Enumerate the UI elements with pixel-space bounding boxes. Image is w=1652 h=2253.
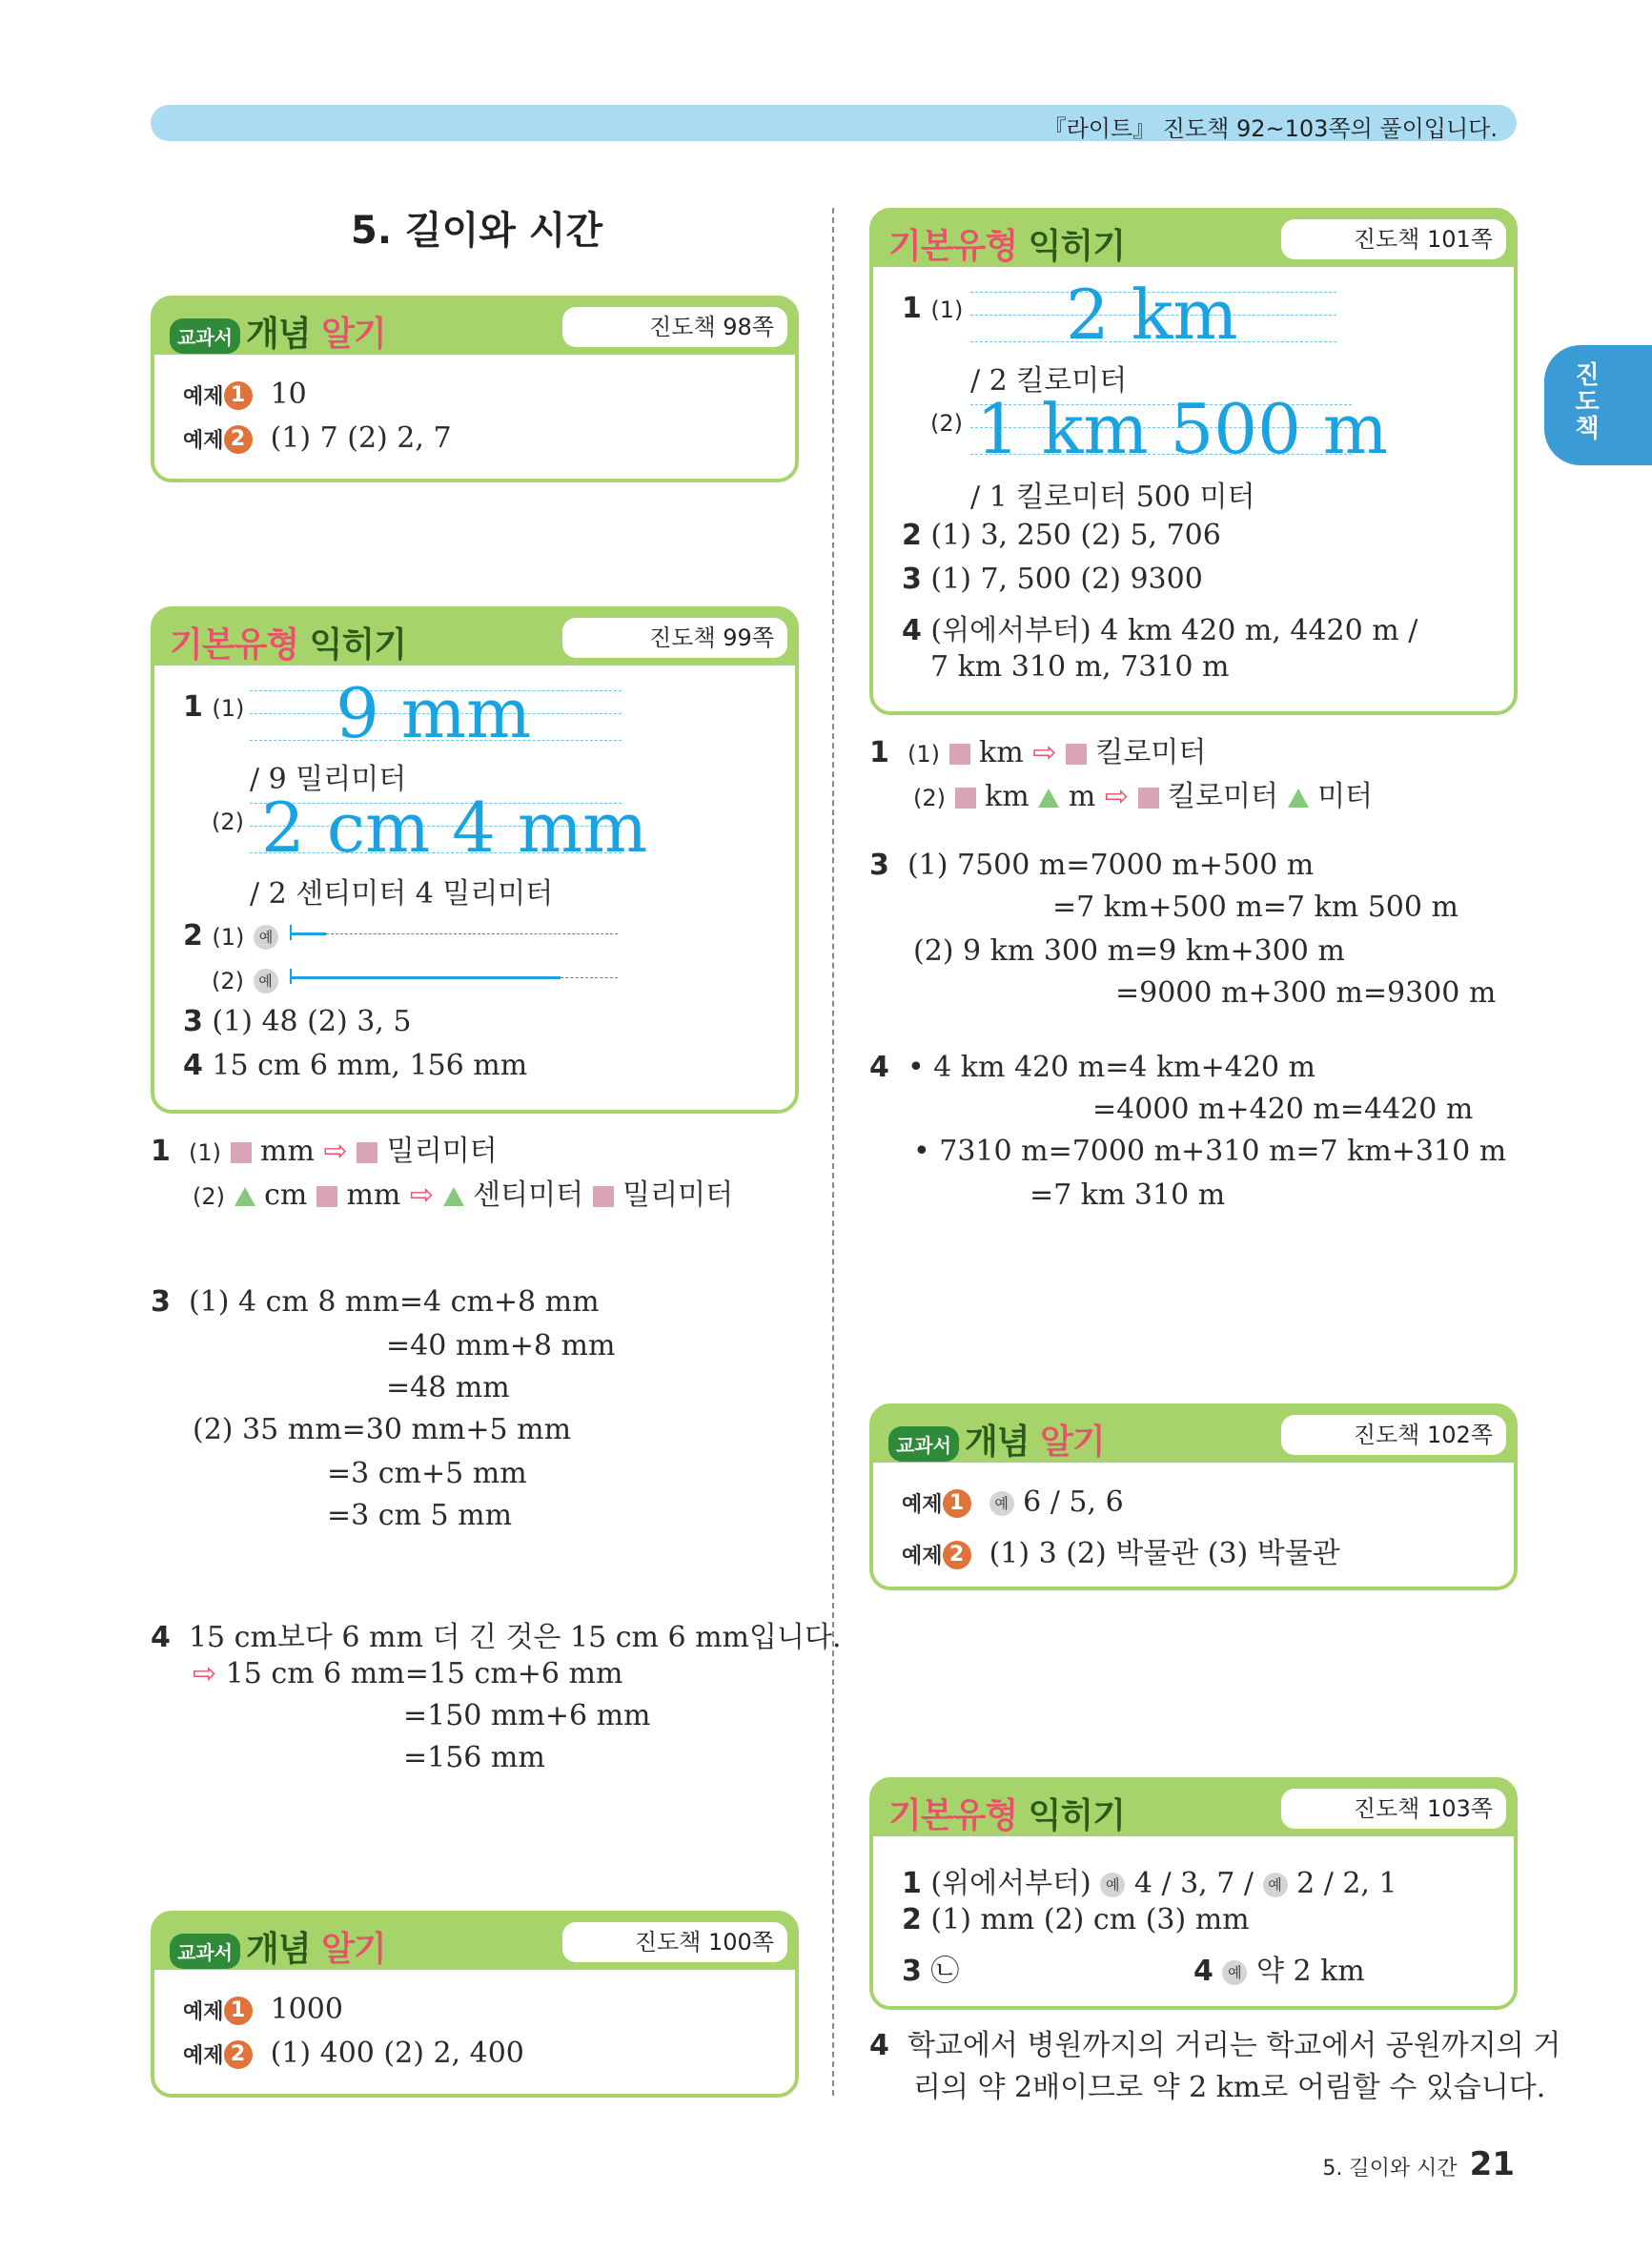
q1: 1 (위에서부터) 예 4 / 3, 7 / 예 2 / 2, 1 bbox=[902, 1867, 1397, 1900]
rsol3-step: =7 km+500 m=7 km 500 m bbox=[1052, 891, 1458, 924]
basic-box-101: 기본유형 익히기 진도책 101쪽 1 (1) 2 km / 2 킬로미터 (2) 1 km 500 m / 1 킬로미터 500 미터 2 (1) 3, 250 (2) 5, 706 3 (1) 7, 500 (2) 9300 4 (위에서부터) 4 km 420 m, 4420 m / 7 km 310 m, 7310 m bbox=[869, 208, 1518, 715]
box-header bbox=[873, 1781, 1514, 1836]
rsol1-1: 1 (1) km ⇨ 킬로미터 bbox=[869, 736, 1207, 769]
q1-1-answer: 9 mm bbox=[336, 673, 532, 753]
column-divider bbox=[832, 208, 834, 2096]
rsol1-2: (2) km m ⇨ 킬로미터 미터 bbox=[913, 780, 1374, 813]
q1-2-answer: 2 cm 4 mm bbox=[261, 788, 648, 868]
q1-2-reading: / 2 센티미터 4 밀리미터 bbox=[250, 877, 554, 911]
example-1: 예제 1 예 6 / 5, 6 bbox=[902, 1485, 1124, 1519]
q3: 3 (1) 7, 500 (2) 9300 bbox=[902, 563, 1203, 596]
banner-text: 『라이트』 진도책 92~103쪽의 풀이입니다. bbox=[1043, 115, 1498, 142]
q3: 3 ㉡ bbox=[902, 1955, 960, 1988]
concept-box-102 bbox=[869, 1403, 1518, 1590]
top-banner bbox=[151, 105, 1517, 141]
page-ref: 진도책 101쪽 bbox=[1281, 219, 1506, 259]
sol4-2: ⇨ 15 cm 6 mm=15 cm+6 mm bbox=[193, 1657, 623, 1690]
q1-number: 1 (1) bbox=[902, 292, 964, 325]
box-header bbox=[873, 1407, 1514, 1463]
box-title: 교과서 개념 알기 bbox=[170, 1922, 386, 1971]
example-2: 예제 2 (1) 3 (2) 박물관 (3) 박물관 bbox=[902, 1537, 1340, 1570]
q1-2-reading: / 1 킬로미터 500 미터 bbox=[970, 481, 1255, 514]
basic-box-103 bbox=[869, 1777, 1518, 2010]
footer bbox=[1322, 2145, 1515, 2183]
rsol3-step: =9000 m+300 m=9300 m bbox=[1115, 976, 1497, 1010]
q4: 4 예 약 2 km bbox=[1193, 1955, 1365, 1988]
q1-1-reading: / 9 밀리미터 bbox=[250, 763, 407, 796]
box-title: 교과서 개념 알기 bbox=[888, 1415, 1105, 1464]
q4: 4 (위에서부터) 4 km 420 m, 4420 m / bbox=[902, 614, 1418, 647]
sol3-2: (2) 35 mm=30 mm+5 mm bbox=[193, 1413, 572, 1446]
sol3-step: =3 cm 5 mm bbox=[327, 1499, 513, 1532]
side-tab bbox=[1544, 345, 1652, 465]
q3: 3 (1) 48 (2) 3, 5 bbox=[183, 1005, 412, 1038]
basic-box-99: 기본유형 익히기 진도책 99쪽 1 (1) 9 mm / 9 밀리미터 (2) 2 cm 4 mm / 2 센티미터 4 밀리미터 2 (1) 예 (2) 예 3 (1) 48 (2) 3, 5 4 15 cm 6 mm, 156 mm bbox=[151, 606, 799, 1114]
sol1-2: (2) cm mm ⇨ 센티미터 밀리미터 bbox=[193, 1178, 734, 1212]
example-1: 예제 1 1000 bbox=[183, 1993, 343, 2026]
q2-1: 2 (1) 예 bbox=[183, 919, 278, 952]
concept-box-98 bbox=[151, 296, 799, 482]
sol3-1: 3 (1) 4 cm 8 mm=4 cm+8 mm bbox=[151, 1285, 600, 1319]
box-title: 교과서 개념 알기 bbox=[170, 307, 386, 356]
q2-2: (2) 예 bbox=[212, 963, 278, 996]
q2: 2 (1) 3, 250 (2) 5, 706 bbox=[902, 519, 1221, 552]
page-ref: 진도책 99쪽 bbox=[562, 618, 787, 658]
rsol3-2: (2) 9 km 300 m=9 km+300 m bbox=[913, 934, 1345, 968]
q1-number: 1 (1) bbox=[183, 690, 245, 724]
footer-chapter: 5. 길이와 시간 bbox=[1322, 2157, 1458, 2181]
sol4-step: =156 mm bbox=[403, 1741, 545, 1774]
page-ref: 진도책 102쪽 bbox=[1281, 1415, 1506, 1455]
sol1-1: 1 (1) mm ⇨ 밀리미터 bbox=[151, 1135, 498, 1168]
q1-1-reading: / 2 킬로미터 bbox=[970, 364, 1128, 398]
sol4-1: 4 15 cm보다 6 mm 더 긴 것은 15 cm 6 mm입니다. bbox=[151, 1621, 842, 1654]
rsol4-1: 4 • 4 km 420 m=4 km+420 m bbox=[869, 1051, 1315, 1084]
box-header bbox=[154, 299, 795, 355]
rsol4-step: =7 km 310 m bbox=[1030, 1178, 1226, 1212]
box-title: 기본유형 익히기 bbox=[170, 625, 406, 665]
box-title: 기본유형 익히기 bbox=[888, 1796, 1125, 1835]
page-ref: 진도책 100쪽 bbox=[562, 1922, 787, 1962]
concept-box-100 bbox=[151, 1911, 799, 2098]
rsol4-2: • 7310 m=7000 m+310 m=7 km+310 m bbox=[913, 1135, 1507, 1168]
q1-2-answer: 1 km 500 m bbox=[976, 389, 1389, 469]
example-1: 예제 1 10 bbox=[183, 378, 307, 411]
page-ref: 진도책 103쪽 bbox=[1281, 1789, 1506, 1829]
rsol-last: 4 학교에서 병원까지의 거리는 학교에서 공원까지의 거 bbox=[869, 2029, 1561, 2062]
page-number: 21 bbox=[1469, 2145, 1515, 2183]
box-header bbox=[873, 212, 1514, 267]
chapter-title: 5. 길이와 시간 bbox=[351, 209, 603, 253]
box-header bbox=[154, 1915, 795, 1970]
sol3-step: =48 mm bbox=[386, 1371, 510, 1404]
rsol4-step: =4000 m+420 m=4420 m bbox=[1092, 1093, 1474, 1126]
box-header bbox=[154, 610, 795, 666]
sol3-step: =3 cm+5 mm bbox=[327, 1457, 527, 1490]
example-2: 예제 2 (1) 7 (2) 2, 7 bbox=[183, 421, 452, 455]
box-title: 기본유형 익히기 bbox=[888, 227, 1125, 266]
side-tab-label: 진도책 bbox=[1575, 361, 1600, 443]
rsol3-1: 3 (1) 7500 m=7000 m+500 m bbox=[869, 849, 1315, 882]
page-ref: 진도책 98쪽 bbox=[562, 307, 787, 347]
q4-cont: 7 km 310 m, 7310 m bbox=[930, 650, 1230, 684]
q2: 2 (1) mm (2) cm (3) mm bbox=[902, 1903, 1250, 1936]
sol3-step: =40 mm+8 mm bbox=[386, 1329, 616, 1362]
q4: 4 15 cm 6 mm, 156 mm bbox=[183, 1049, 528, 1082]
q1-1-answer: 2 km bbox=[1066, 275, 1238, 355]
rsol-last-cont: 리의 약 2배이므로 약 2 km로 어림할 수 있습니다. bbox=[913, 2071, 1546, 2104]
sol4-step: =150 mm+6 mm bbox=[403, 1699, 651, 1732]
example-2: 예제 2 (1) 400 (2) 2, 400 bbox=[183, 2037, 524, 2070]
